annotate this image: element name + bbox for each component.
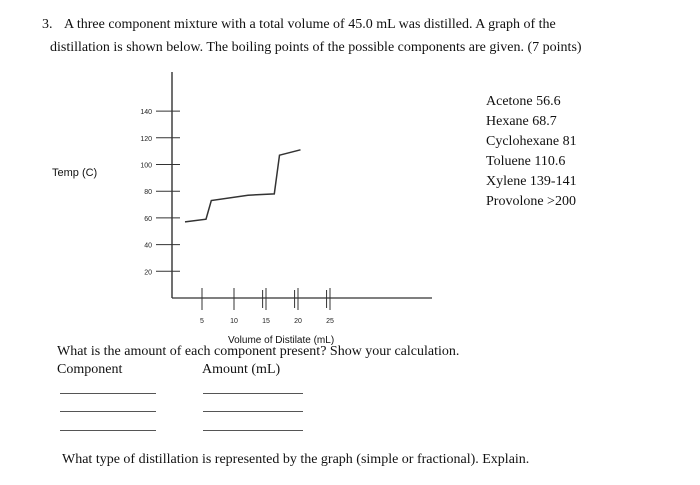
boiling-point-item: Acetone 56.6 [486,94,561,109]
series-line [185,150,301,222]
component-blank-1[interactable] [60,393,156,394]
y-tick-label: 20 [144,269,152,277]
y-tick-label: 100 [140,162,152,170]
amount-blank-1[interactable] [203,393,303,394]
amount-blank-3[interactable] [203,430,303,431]
boiling-point-item: Provolone >200 [486,194,576,209]
x-tick-label: 5 [200,318,204,325]
amount-question: What is the amount of each component present? Show your calculation. [57,344,460,359]
x-tick-label: 20 [294,318,302,325]
question-text-2: distillation is shown below. The boiling points of the possible components are given. (7 points) [50,40,582,55]
question-text-1: A three component mixture with a total volume of 45.0 mL was distilled. A graph of the [64,17,556,32]
y-tick-label: 140 [140,109,152,117]
y-tick-label: 120 [140,135,152,143]
y-tick-label: 40 [144,242,152,250]
amount-blank-2[interactable] [203,411,303,412]
boiling-point-item: Hexane 68.7 [486,114,557,129]
component-blank-2[interactable] [60,411,156,412]
y-tick-label: 80 [144,189,152,197]
distillation-type-question: What type of distillation is represented by the graph (simple or fractional). Explain. [62,452,530,467]
boiling-point-item: Xylene 139-141 [486,174,577,189]
x-tick-label: 15 [262,318,270,325]
boiling-point-item: Cyclohexane 81 [486,134,577,149]
x-tick-label: 25 [326,318,334,325]
question-number: 3. [42,17,53,32]
y-axis-label: Temp (C) [52,167,98,179]
y-tick-label: 60 [144,215,152,223]
boiling-point-item: Toluene 110.6 [486,154,566,169]
component-blank-3[interactable] [60,430,156,431]
x-axis-label: Volume of Distilate (mL) [228,335,335,346]
amount-column-header: Amount (mL) [202,362,281,377]
x-tick-label: 10 [230,318,238,325]
component-column-header: Component [57,362,123,377]
